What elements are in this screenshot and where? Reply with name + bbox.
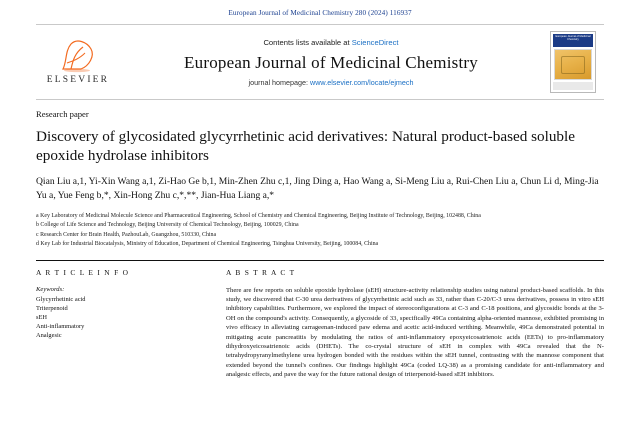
keyword-item: Anti-inflammatory	[36, 323, 85, 331]
affiliation-item: a Key Laboratory of Medicinal Molecule Science and Pharmaceutical Engineering, School of Chemistry and Chemical Engineering, Beijing Institute of Technology, Beijing, 102488, China	[36, 213, 481, 219]
affiliation-list	[36, 212, 604, 249]
cover-thumbnail	[550, 31, 596, 93]
article-type: Research paper	[36, 109, 89, 119]
contents-line	[263, 38, 398, 47]
journal-cover	[542, 25, 604, 99]
cover-artwork-icon	[554, 49, 592, 80]
homepage-line	[248, 78, 413, 87]
journal-title: European Journal of Medicinal Chemistry	[184, 52, 478, 72]
keywords-list	[36, 295, 206, 341]
cover-title: European Journal of Medicinal Chemistry	[553, 34, 593, 47]
abstract-column	[226, 261, 604, 380]
keywords-label: Keywords:	[36, 285, 65, 293]
keyword-item: Glycyrrhetinic acid	[36, 295, 86, 303]
keyword-item: sEH	[36, 314, 48, 322]
publisher-name: ELSEVIER	[46, 75, 110, 85]
abstract-text: There are few reports on soluble epoxide hydrolase (sEH) structure-activity relationship studies using natural product-based scaffolds. In this study, we discovered that C-30 urea derivatives of glycyrrhetinic acid such as 33, rather than C-20/C-3 urea derivatives, possess in vitro sEH inhibitory capabilities. Furthermore, we explored the impact of stereoconfigurations at C-3 and C-18 positions, and glycosidic bonds at the 3-OH on the compound's activity. Consequently, a glycoside of 33, specifically 49Ca containing alpha-oriented mannose, exhibited promising in vivo efficacy in alleviating carrageenan-induced paw edema and acetic acid-induced writhing. Meanwhile, 49Ca demonstrated potential in mitigating acute pancreatitis by modulating the ratios of anti-inflammatory epoxyeicosatrienoic acids (EETs) to pro-inflammatory dihydroxyeicosatrienoic acids (DHETs). The co-crystal structure of sEH in complex with 49Ca revealed that the N-tetrahydropyranylmethylene urea hydrogen bonded with the residues within the sEH tunnel, contrasting with the mannose component that extended beyond the tunnel's confines. Our findings highlight 49Ca (coded LQ-38) as a promising candidate for anti-inflammatory and analgesic effects, and pave the way for the future rational design of triterpenoid-based sEH inhibitors.	[226, 286, 604, 379]
affiliation-item: d Key Lab for Industrial Biocatalysis, Ministry of Education, Department of Chemical Engineering, Tsinghua University, Beijing, 100084, China	[36, 241, 379, 248]
keyword-item: Triterpenoid	[36, 304, 68, 312]
affiliation-item: c Research Center for Brain Health, PazhouLab, Guangzhou, 510330, China	[36, 231, 217, 238]
author-list: Qian Liu a,1, Yi-Xin Wang a,1, Zi-Hao Ge b,1, Min-Zhen Zhu c,1, Jing Ding a, Hao Wang a, Si-Meng Liu a, Rui-Chen Liu a, Chun Li d, Ming-Jia Yu a, Yue Feng b,*, Xin-Hong Zhu c,*,**, Jian-Hua Liang a,*	[36, 176, 599, 201]
homepage-prefix: journal homepage:	[248, 77, 309, 87]
abstract-heading: A B S T R A C T	[226, 267, 296, 277]
running-head: European Journal of Medicinal Chemistry 280 (2024) 116937	[228, 9, 412, 17]
masthead-center	[120, 25, 542, 99]
journal-masthead	[36, 24, 604, 100]
affiliation-item: b College of Life Science and Technology, Beijing University of Chemical Technology, Beijing, 100029, China	[36, 222, 299, 229]
article-info-heading: A R T I C L E I N F O	[36, 267, 130, 277]
publisher-logo	[36, 25, 120, 99]
page-title: Discovery of glycosidated glycyrrhetinic acid derivatives: Natural product-based soluble epoxide hydrolase inhibitors	[36, 128, 575, 164]
journal-homepage-link[interactable]: www.elsevier.com/locate/ejmech	[310, 77, 414, 87]
info-abstract-columns	[36, 260, 604, 380]
elsevier-tree-icon	[57, 39, 99, 73]
keyword-item: Analgesic	[36, 332, 62, 340]
sciencedirect-link[interactable]: ScienceDirect	[351, 37, 399, 47]
contents-prefix: Contents lists available at	[263, 37, 350, 47]
article-info-column	[36, 261, 206, 380]
cover-footer-band	[553, 82, 593, 90]
